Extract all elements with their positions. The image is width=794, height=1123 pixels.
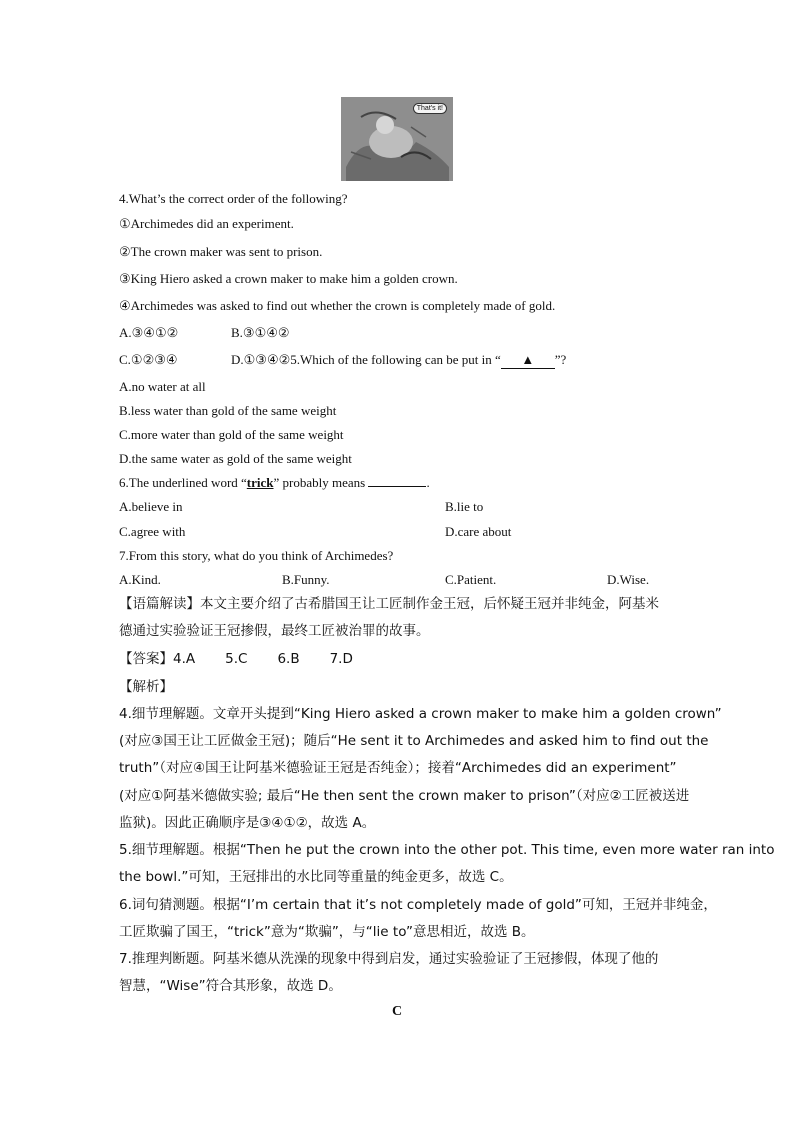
answer-item: 5.C xyxy=(225,651,248,667)
q5-option-a: A.no water at all xyxy=(119,379,206,394)
story-illustration xyxy=(341,97,453,181)
answer-item: 4.A xyxy=(173,651,196,667)
reading-summary-line: 德通过实验验证王冠掺假，最终工匠被治罪的故事。 xyxy=(119,623,430,639)
analysis-label: 【解析】 xyxy=(119,679,173,695)
q5-option-c: C.more water than gold of the same weight xyxy=(119,427,344,442)
analysis-line: (对应①阿基米德做实验; 最后“He then sent the crown maker to prison”（对应②工匠被送进 xyxy=(119,788,690,804)
analysis-line: 监狱)。因此正确顺序是③④①②，故选 A。 xyxy=(119,815,376,831)
analysis-line: the bowl.”可知，王冠排出的水比同等重量的纯金更多，故选 C。 xyxy=(119,869,513,885)
footer-letter: C xyxy=(391,1004,403,1019)
analysis-line: 工匠欺骗了国王，“trick”意为“欺骗”，与“lie to”意思相近，故选 B。 xyxy=(119,924,535,940)
reading-summary-line: 【语篇解读】本文主要介绍了古希腊国王让工匠制作金王冠，后怀疑王冠并非纯金，阿基米 xyxy=(119,596,659,612)
analysis-line: 6.词句猜测题。根据“I’m certain that it’s not completely made of gold”可知，王冠并非纯金， xyxy=(119,897,717,913)
analysis-line: 5.细节理解题。根据“Then he put the crown into the other pot. This time, even more water ran into xyxy=(119,842,775,858)
q5-option-d: D.the same water as gold of the same weight xyxy=(119,451,352,466)
q5-stem-prefix: 5.Which of the following can be put in “ xyxy=(290,352,501,367)
q6-option-c: C.agree with xyxy=(119,524,186,539)
analysis-line: 智慧，“Wise”符合其形象，故选 D。 xyxy=(119,978,342,994)
q5-stem-suffix: ”? xyxy=(554,352,567,367)
q6-option-b: B.lie to xyxy=(445,499,484,514)
speech-bubble: That's it! xyxy=(413,103,447,114)
answer-item: 7.D xyxy=(329,651,353,667)
q5-blank: ▲ xyxy=(501,352,555,369)
q4-item: ③King Hiero asked a crown maker to make him a golden crown. xyxy=(119,271,458,286)
q5-stem-line xyxy=(231,352,566,369)
q7-option-d: D.Wise. xyxy=(607,572,650,587)
q4-option-a: A.③④①② xyxy=(119,325,179,340)
answer-label: 【答案】 xyxy=(119,651,173,667)
q6-option-d: D.care about xyxy=(445,524,512,539)
analysis-line: 4.细节理解题。文章开头提到“King Hiero asked a crown maker to make him a golden crown” xyxy=(119,706,722,722)
analysis-line: truth”（对应④国王让阿基米德验证王冠是否纯金）；接着“Archimedes did an experiment” xyxy=(119,760,677,776)
q7-stem: 7.From this story, what do you think of Archimedes? xyxy=(119,548,394,563)
q5-option-b: B.less water than gold of the same weight xyxy=(119,403,337,418)
q4-option-d: D.①③④② xyxy=(231,352,291,367)
q7-option-a: A.Kind. xyxy=(119,572,161,587)
q4-item: ②The crown maker was sent to prison. xyxy=(119,244,323,259)
q4-stem: 4.What’s the correct order of the following? xyxy=(119,191,348,206)
analysis-line: 7.推理判断题。阿基米德从洗澡的现象中得到启发，通过实验验证了王冠掺假，体现了他的 xyxy=(119,951,659,967)
q4-option-b: B.③①④② xyxy=(231,325,290,340)
q4-item: ④Archimedes was asked to find out whether the crown is completely made of gold. xyxy=(119,298,556,313)
q4-item: ①Archimedes did an experiment. xyxy=(119,216,294,231)
q7-option-c: C.Patient. xyxy=(445,572,497,587)
q4-option-c: C.①②③④ xyxy=(119,352,178,367)
q6-stem-prefix: 6.The underlined word “ xyxy=(119,475,247,490)
q6-stem-suffix: ” probably means xyxy=(273,475,366,490)
answer-item: 6.B xyxy=(277,651,300,667)
q6-option-a: A.believe in xyxy=(119,499,183,514)
q6-stem xyxy=(119,475,430,491)
q6-stem-end: . xyxy=(426,475,430,490)
q6-blank xyxy=(368,486,426,487)
q6-underlined-word: trick xyxy=(246,475,274,490)
analysis-line: (对应③国王让工匠做金王冠)；随后“He sent it to Archimedes and asked him to find out the xyxy=(119,733,709,749)
q7-option-b: B.Funny. xyxy=(282,572,330,587)
answer-line xyxy=(119,651,353,667)
